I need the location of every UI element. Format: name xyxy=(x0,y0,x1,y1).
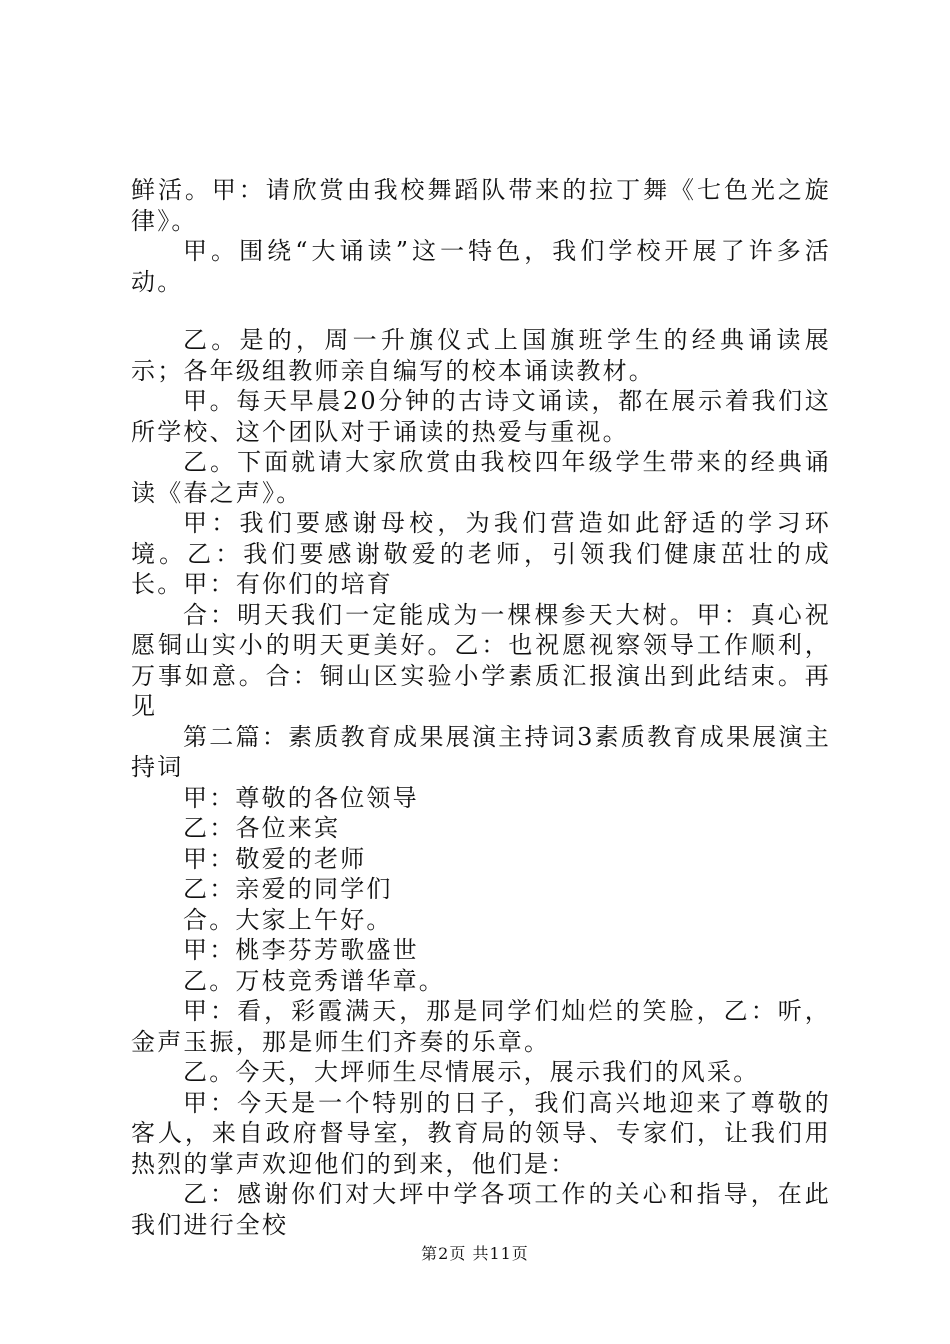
paragraph: 甲：今天是一个特别的日子，我们高兴地迎来了尊敬的客人，来自政府督导室，教育局的领导、专家们，让我们用热烈的掌声欢迎他们的到来，他们是： xyxy=(131,1088,831,1178)
paragraph: 第二篇：素质教育成果展演主持词3素质教育成果展演主持词 xyxy=(131,722,831,781)
paragraph: 乙：亲爱的同学们 xyxy=(183,875,393,903)
paragraph: 乙。万枝竞秀谱华章。 xyxy=(183,966,445,995)
paragraph: 合。大家上午好。 xyxy=(183,905,393,934)
paragraph: 乙。是的，周一升旗仪式上国旗班学生的经典诵读展示；各年级组教师亲自编写的校本诵读教材。 xyxy=(131,326,831,385)
paragraph: 甲：我们要感谢母校，为我们营造如此舒适的学习环境。乙：我们要感谢敬爱的老师，引领我们健康茁壮的成长。甲：有你们的培育 xyxy=(131,509,831,598)
paragraph: 甲：看，彩霞满天，那是同学们灿烂的笑脸，乙：听，金声玉振，那是师生们齐奏的乐章。 xyxy=(131,997,831,1056)
page-number-footer: 第2页 共11页 xyxy=(421,1244,529,1263)
paragraph: 乙。今天，大坪师生尽情展示，展示我们的风采。 xyxy=(183,1058,760,1086)
paragraph: 鲜活。甲：请欣赏由我校舞蹈队带来的拉丁舞《七色光之旋律》。 xyxy=(131,176,831,235)
document-body xyxy=(131,175,831,1240)
paragraph: 乙：感谢你们对大坪中学各项工作的关心和指导，在此我们进行全校 xyxy=(131,1180,831,1239)
paragraph: 乙：各位来宾 xyxy=(183,814,341,842)
paragraph: 乙。下面就请大家欣赏由我校四年级学生带来的经典诵读《春之声》。 xyxy=(131,448,831,507)
paragraph: 甲。围绕“大诵读”这一特色，我们学校开展了许多活动。 xyxy=(131,237,831,296)
paragraph: 甲：尊敬的各位领导 xyxy=(183,783,419,812)
paragraph: 甲：敬爱的老师 xyxy=(183,844,367,873)
paragraph: 合：明天我们一定能成为一棵棵参天大树。甲：真心祝愿铜山实小的明天更美好。乙：也祝愿视察领导工作顺利，万事如意。合：铜山区实验小学素质汇报演出到此结束。再见 xyxy=(131,600,831,720)
paragraph: 甲：桃李芬芳歌盛世 xyxy=(183,936,419,964)
paragraph: 甲。每天早晨20分钟的古诗文诵读，都在展示着我们这所学校、这个团队对于诵读的热爱与重视。 xyxy=(131,387,831,446)
